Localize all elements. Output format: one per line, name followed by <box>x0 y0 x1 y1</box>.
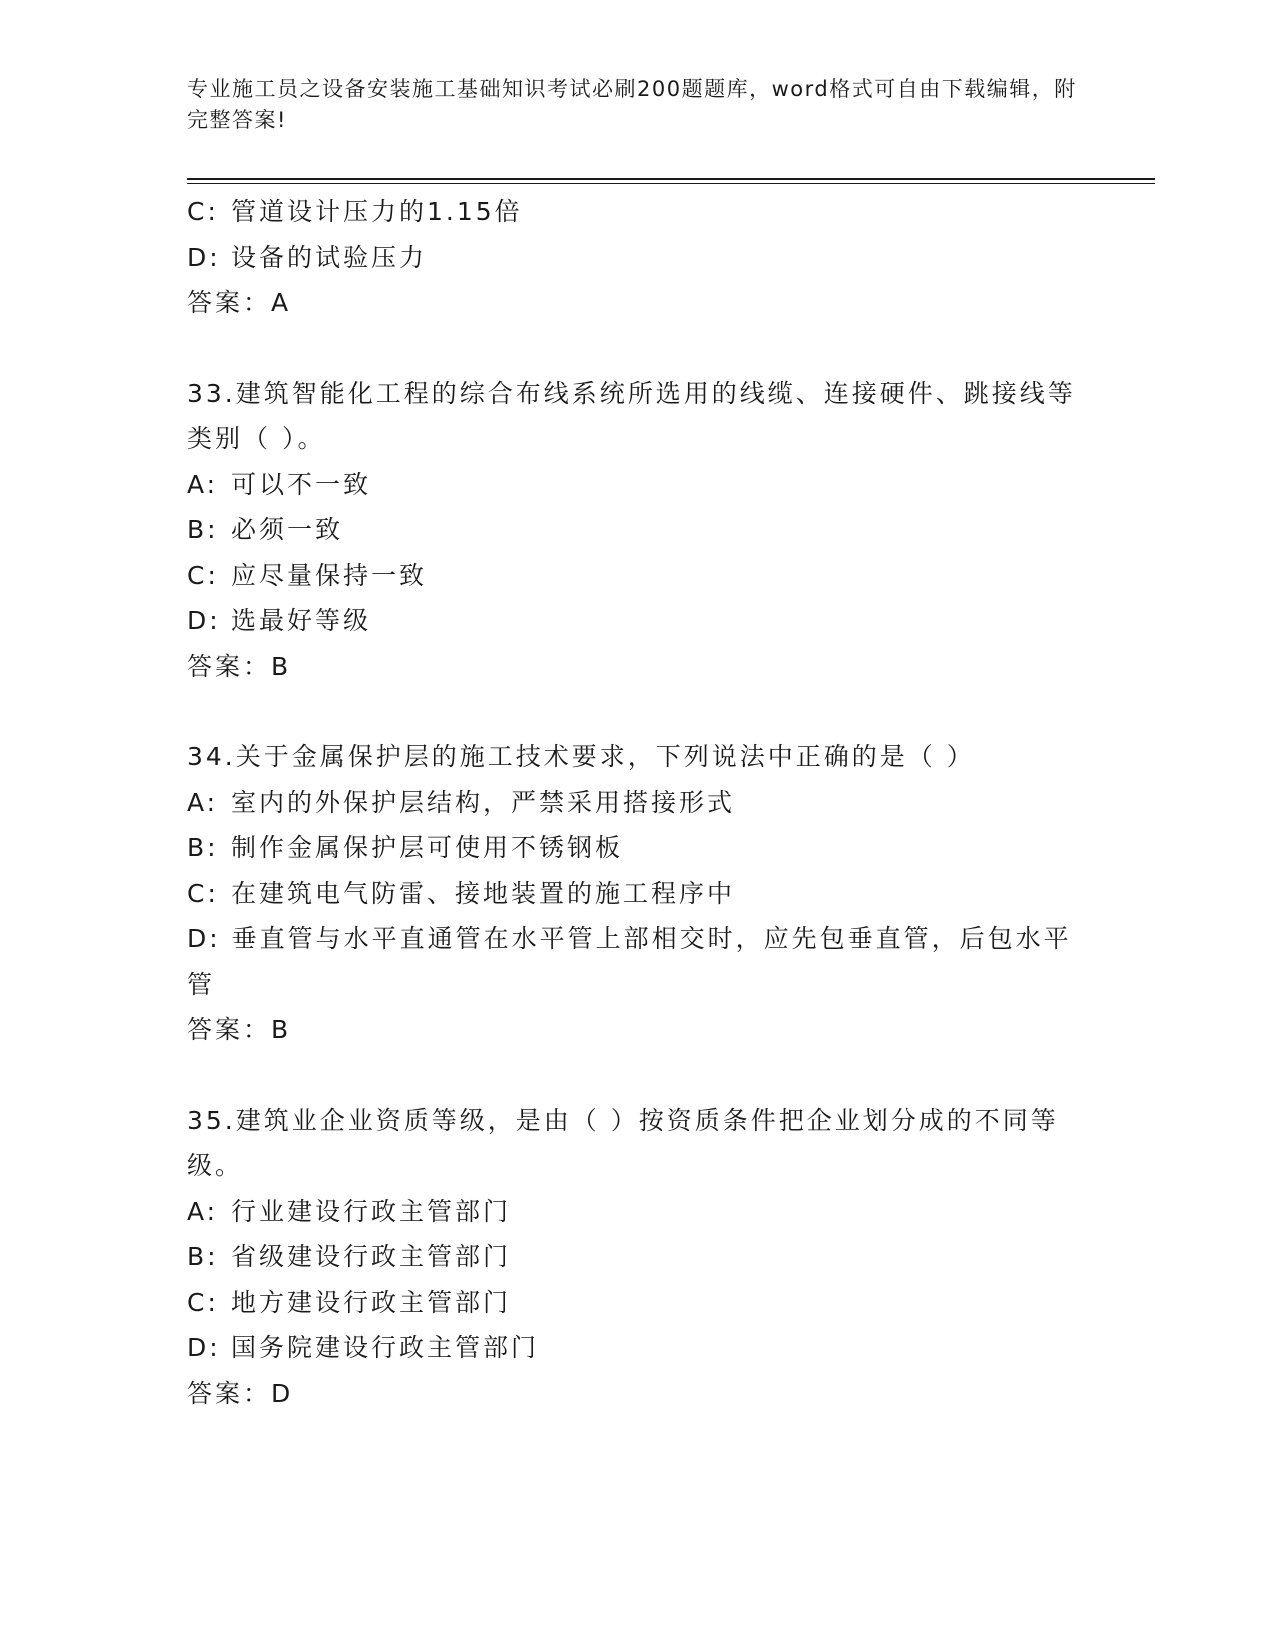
option-letter: B: <box>187 515 219 544</box>
document-header <box>187 74 1077 136</box>
option-a <box>187 1189 1077 1235</box>
option-letter: C: <box>187 878 219 908</box>
answer-line: 答案：A <box>187 288 292 317</box>
option-letter: C: <box>187 560 219 590</box>
option-letter: A: <box>187 469 219 499</box>
option-c <box>187 871 1077 917</box>
option-letter: B: <box>187 1242 219 1271</box>
question-content <box>187 189 1077 1416</box>
option-b <box>187 1234 1077 1280</box>
option-letter: A: <box>187 787 219 817</box>
option-letter: C: <box>187 1287 219 1317</box>
header-divider-thin <box>187 183 1155 184</box>
option-text: 在建筑电气防雷、接地装置的施工程序中 <box>231 878 736 908</box>
option-text: 制作金属保护层可使用不锈钢板 <box>231 833 624 862</box>
option-d <box>187 598 1077 644</box>
option-d <box>187 235 1077 281</box>
question-stem: 34.关于金属保护层的施工技术要求，下列说法中正确的是（ ） <box>187 742 975 771</box>
option-text: 必须一致 <box>231 515 344 544</box>
option-letter: D: <box>187 606 221 635</box>
option-text: 行业建设行政主管部门 <box>231 1196 512 1226</box>
question-stem: 33.建筑智能化工程的综合布线系统所选用的线缆、连接硬件、跳接线等类别（ ）。 <box>187 378 1076 453</box>
option-text: 地方建设行政主管部门 <box>231 1287 512 1317</box>
option-d <box>187 1325 1077 1371</box>
option-c <box>187 553 1077 599</box>
option-letter: D: <box>187 924 221 953</box>
option-text: 室内的外保护层结构，严禁采用搭接形式 <box>231 787 736 817</box>
question-32-continuation <box>187 189 1077 326</box>
question-35 <box>187 1098 1077 1417</box>
option-c <box>187 189 1077 235</box>
answer-line: 答案：B <box>187 1015 292 1044</box>
spacer <box>187 326 1077 371</box>
option-c <box>187 1280 1077 1326</box>
answer-line: 答案：D <box>187 1378 294 1408</box>
answer-line: 答案：B <box>187 651 292 681</box>
header-title: 专业施工员之设备安装施工基础知识考试必刷200题题库，word格式可自由下载编辑，附完整答案! <box>187 77 1077 132</box>
question-33 <box>187 371 1077 690</box>
header-divider-thick <box>187 178 1155 180</box>
option-text: 选最好等级 <box>231 606 372 635</box>
option-letter: C: <box>187 197 219 226</box>
option-d <box>187 916 1077 1007</box>
option-letter: B: <box>187 833 219 862</box>
question-34 <box>187 734 1077 1053</box>
option-b <box>187 507 1077 553</box>
spacer <box>187 1053 1077 1098</box>
option-text: 垂直管与水平直通管在水平管上部相交时，应先包垂直管，后包水平管 <box>187 924 1072 999</box>
option-a <box>187 462 1077 508</box>
option-b <box>187 825 1077 871</box>
option-a <box>187 780 1077 826</box>
option-text: 应尽量保持一致 <box>231 560 428 590</box>
option-text: 可以不一致 <box>231 469 372 499</box>
spacer <box>187 689 1077 734</box>
option-text: 设备的试验压力 <box>231 242 428 272</box>
option-letter: D: <box>187 1333 221 1362</box>
option-letter: A: <box>187 1196 219 1226</box>
option-text: 管道设计压力的1.15倍 <box>231 197 523 226</box>
option-letter: D: <box>187 242 221 272</box>
question-stem: 35.建筑业企业资质等级，是由（ ）按资质条件把企业划分成的不同等级。 <box>187 1105 1059 1180</box>
option-text: 国务院建设行政主管部门 <box>231 1333 540 1362</box>
option-text: 省级建设行政主管部门 <box>231 1242 512 1271</box>
